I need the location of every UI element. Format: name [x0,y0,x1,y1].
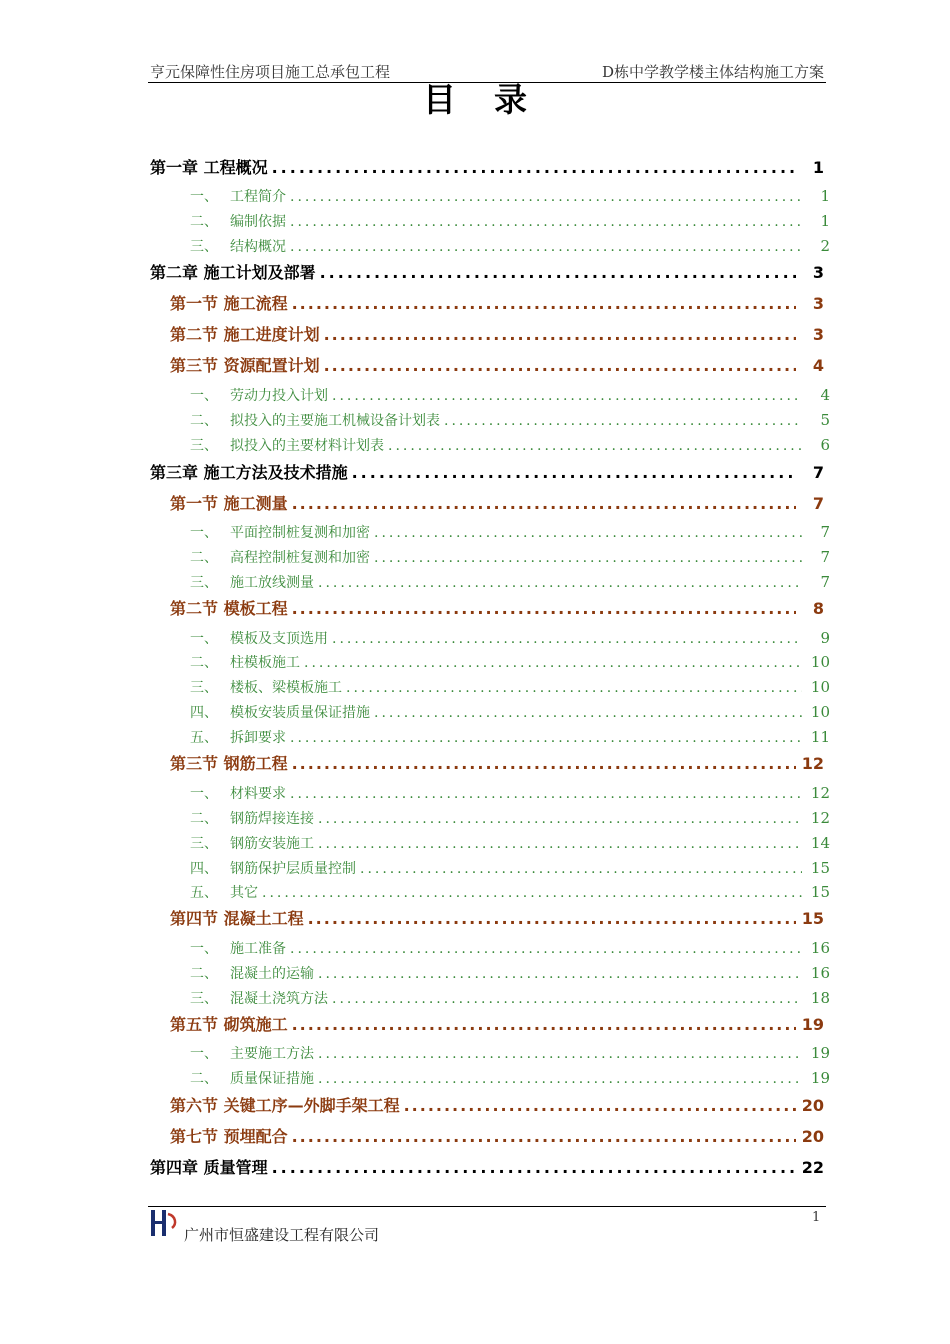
toc-entry-number: 二、 [190,1071,218,1087]
toc-entry-label [190,882,258,902]
toc-entry-number: 三、 [190,680,218,696]
toc-entry-label [190,547,370,567]
toc-entry-number: 二、 [190,655,218,671]
toc-subsection[interactable] [190,988,830,1008]
toc-entry-text: 混凝土的运输 [230,966,314,982]
toc-entry-text: 模板及支顶选用 [230,631,328,647]
toc-leader-dots [374,550,802,566]
toc-entry-label [190,783,286,803]
toc-subsection[interactable] [190,410,830,430]
toc-leader-dots [292,1127,796,1146]
toc-page-number: 16 [810,939,830,957]
toc-entry-text: 工程简介 [230,189,286,205]
toc-entry-label: 第三节 资源配置计划 [170,356,320,375]
toc-leader-dots [290,189,802,205]
toc-subsection[interactable] [190,783,830,803]
toc-subsection[interactable] [190,236,830,256]
page-number: 1 [812,1210,821,1225]
toc-entry-text: 主要施工方法 [230,1046,314,1062]
toc-entry-text: 高程控制桩复测和加密 [230,550,370,566]
toc-leader-dots [290,239,802,255]
toc-subsection[interactable] [190,938,830,958]
toc-subsection[interactable] [190,808,830,828]
toc-section[interactable] [170,751,824,774]
toc-leader-dots [324,356,796,375]
toc-entry-text: 其它 [230,885,258,901]
toc-entry-label [190,572,314,592]
toc-title: 目录 [423,80,565,119]
toc-leader-dots [292,1015,796,1034]
toc-leader-dots [290,786,802,802]
toc-entry-label: 第五节 砌筑施工 [170,1015,288,1034]
toc-entry-label: 第一节 施工测量 [170,494,288,513]
toc-entry-label: 第一章 工程概况 [150,158,268,177]
toc-entry-label: 第三章 施工方法及技术措施 [150,463,348,482]
toc-page-number: 5 [820,411,830,429]
toc-leader-dots [388,438,802,454]
toc-subsection[interactable] [190,677,830,697]
toc-entry-label [190,702,370,722]
toc-entry-label [190,858,356,878]
toc-entry-text: 钢筋安装施工 [230,836,314,852]
toc-entry-text: 施工准备 [230,941,286,957]
toc-page-number: 20 [801,1096,824,1115]
toc-leader-dots [304,655,802,671]
toc-entry-text: 钢筋保护层质量控制 [230,861,356,877]
toc-leader-dots [272,158,796,177]
toc-chapter[interactable] [150,460,824,483]
toc-entry-label [190,1068,314,1088]
toc-page-number: 19 [810,1044,830,1062]
toc-page-number: 15 [810,859,830,877]
toc-entry-label [190,435,384,455]
toc-entry-number: 一、 [190,189,218,205]
toc-entry-text: 拟投入的主要材料计划表 [230,438,384,454]
toc-entry-label [190,385,328,405]
toc-leader-dots [374,705,802,721]
toc-entry-label: 第三节 钢筋工程 [170,754,288,773]
toc-page-number: 15 [801,909,824,928]
toc-entry-label [190,963,314,983]
toc-leader-dots [292,599,796,618]
toc-leader-dots [320,263,796,282]
toc-chapter[interactable] [150,155,824,178]
toc-entry-label: 第二章 施工计划及部署 [150,263,316,282]
company-logo [150,1210,178,1236]
toc-entry-text: 楼板、梁模板施工 [230,680,342,696]
toc-page-number: 1 [812,158,824,177]
toc-leader-dots [332,631,802,647]
toc-leader-dots [346,680,802,696]
toc-subsection[interactable] [190,435,830,455]
toc-leader-dots [318,811,802,827]
toc-subsection[interactable] [190,572,830,592]
toc-page-number: 7 [820,548,830,566]
toc-page-number: 18 [810,989,830,1007]
toc-entry-text: 结构概况 [230,239,286,255]
toc-entry-text: 施工放线测量 [230,575,314,591]
toc-entry-number: 二、 [190,413,218,429]
toc-entry-number: 三、 [190,438,218,454]
toc-entry-label [190,808,314,828]
toc-leader-dots [290,941,802,957]
toc-leader-dots [262,885,802,901]
toc-subsection[interactable] [190,882,830,902]
toc-entry-number: 二、 [190,214,218,230]
toc-entry-number: 三、 [190,575,218,591]
toc-leader-dots [272,1158,796,1177]
toc-entry-text: 编制依据 [230,214,286,230]
toc-entry-number: 一、 [190,1046,218,1062]
toc-page-number: 10 [810,653,830,671]
toc-entry-label: 第七节 预埋配合 [170,1127,288,1146]
toc-leader-dots [318,1046,802,1062]
toc-leader-dots [374,525,802,541]
toc-page-number: 3 [812,263,824,282]
toc-leader-dots [318,575,802,591]
toc-entry-number: 三、 [190,991,218,1007]
toc-page-number: 12 [810,784,830,802]
toc-subsection[interactable] [190,727,830,747]
toc-leader-dots [292,294,796,313]
toc-entry-text: 材料要求 [230,786,286,802]
toc-entry-number: 一、 [190,388,218,404]
header-document-title: D栋中学教学楼主体结构施工方案 [601,63,824,81]
toc-page-number: 19 [801,1015,824,1034]
toc-entry-number: 五、 [190,730,218,746]
toc-page-number: 10 [810,678,830,696]
toc-entry-text: 拟投入的主要施工机械设备计划表 [230,413,440,429]
toc-subsection[interactable] [190,547,830,567]
toc-page-number: 20 [801,1127,824,1146]
toc-entry-number: 一、 [190,786,218,802]
toc-leader-dots [308,909,796,928]
toc-entry-text: 钢筋焊接连接 [230,811,314,827]
toc-entry-number: 二、 [190,811,218,827]
toc-leader-dots [352,463,796,482]
toc-entry-label [190,677,342,697]
toc-subsection[interactable] [190,628,830,648]
toc-page-number: 8 [812,599,824,618]
toc-page-number: 9 [820,629,830,647]
toc-entry-label [190,1043,314,1063]
toc-leader-dots [292,494,796,513]
toc-page-number: 11 [810,728,830,746]
toc-subsection[interactable] [190,702,830,722]
toc-page-number: 16 [810,964,830,982]
toc-subsection[interactable] [190,858,830,878]
toc-entry-number: 四、 [190,705,218,721]
toc-page-number: 4 [820,386,830,404]
toc-entry-number: 四、 [190,861,218,877]
toc-section[interactable] [170,491,824,514]
toc-entry-label [190,410,440,430]
toc-entry-label: 第二节 模板工程 [170,599,288,618]
toc-leader-dots [290,730,802,746]
toc-entry-number: 三、 [190,239,218,255]
toc-entry-label [190,727,286,747]
toc-subsection[interactable] [190,522,830,542]
toc-page-number: 10 [810,703,830,721]
toc-subsection[interactable] [190,1043,830,1063]
toc-section[interactable] [170,1093,824,1116]
toc-entry-label [190,236,286,256]
toc-entry-label: 第一节 施工流程 [170,294,288,313]
toc-entry-text: 质量保证措施 [230,1071,314,1087]
toc-subsection[interactable] [190,1068,830,1088]
toc-entry-label [190,628,328,648]
toc-entry-number: 一、 [190,525,218,541]
toc-entry-number: 三、 [190,836,218,852]
toc-entry-text: 模板安装质量保证措施 [230,705,370,721]
toc-entry-label [190,988,328,1008]
toc-entry-text: 拆卸要求 [230,730,286,746]
toc-entry-text: 平面控制桩复测和加密 [230,525,370,541]
toc-page-number: 7 [812,463,824,482]
toc-page-number: 19 [810,1069,830,1087]
toc-section[interactable] [170,291,824,314]
toc-subsection[interactable] [190,211,830,231]
toc-leader-dots [318,966,802,982]
toc-leader-dots [292,754,796,773]
toc-leader-dots [444,413,802,429]
toc-leader-dots [360,861,802,877]
toc-entry-label [190,938,286,958]
toc-page-number: 7 [820,523,830,541]
toc-leader-dots [332,388,802,404]
toc-page-number: 2 [820,237,830,255]
toc-subsection[interactable] [190,186,830,206]
toc-page-number: 12 [801,754,824,773]
company-name: 广州市恒盛建设工程有限公司 [184,1226,380,1244]
toc-leader-dots [318,836,802,852]
header-project-title: 亨元保障性住房项目施工总承包工程 [150,63,391,81]
toc-entry-number: 五、 [190,885,218,901]
toc-entry-number: 一、 [190,941,218,957]
toc-entry-label: 第四章 质量管理 [150,1158,268,1177]
toc-page-number: 6 [820,436,830,454]
toc-entry-label: 第二节 施工进度计划 [170,325,320,344]
toc-page-number: 7 [820,573,830,591]
toc-entry-label: 第四节 混凝土工程 [170,909,304,928]
toc-entry-number: 一、 [190,631,218,647]
toc-entry-text: 柱模板施工 [230,655,300,671]
footer-divider [148,1206,826,1207]
toc-subsection[interactable] [190,652,830,672]
toc-entry-label [190,652,300,672]
toc-leader-dots [332,991,802,1007]
toc-section[interactable] [170,1124,824,1147]
toc-entry-number: 二、 [190,550,218,566]
toc-page-number: 7 [812,494,824,513]
toc-leader-dots [318,1071,802,1087]
toc-section[interactable] [170,353,824,376]
toc-section[interactable] [170,906,824,929]
toc-leader-dots [404,1096,796,1115]
toc-entry-number: 二、 [190,966,218,982]
toc-leader-dots [324,325,796,344]
toc-entry-label [190,833,314,853]
toc-entry-label: 第六节 关键工序—外脚手架工程 [170,1096,400,1115]
toc-subsection[interactable] [190,833,830,853]
toc-entry-label [190,186,286,206]
toc-page-number: 1 [820,187,830,205]
toc-chapter[interactable] [150,1155,824,1178]
toc-leader-dots [290,214,802,230]
toc-section[interactable] [170,1012,824,1035]
toc-entry-label [190,211,286,231]
toc-page-number: 3 [812,325,824,344]
toc-page-number: 3 [812,294,824,313]
toc-subsection[interactable] [190,385,830,405]
toc-page-number: 4 [812,356,824,375]
toc-page-number: 22 [801,1158,824,1177]
toc-page-number: 14 [810,834,830,852]
toc-section[interactable] [170,596,824,619]
toc-section[interactable] [170,322,824,345]
toc-entry-text: 混凝土浇筑方法 [230,991,328,1007]
toc-subsection[interactable] [190,963,830,983]
toc-entry-label [190,522,370,542]
toc-page-number: 12 [810,809,830,827]
toc-entry-text: 劳动力投入计划 [230,388,328,404]
toc-page-number: 15 [810,883,830,901]
toc-chapter[interactable] [150,260,824,283]
toc-page-number: 1 [820,212,830,230]
